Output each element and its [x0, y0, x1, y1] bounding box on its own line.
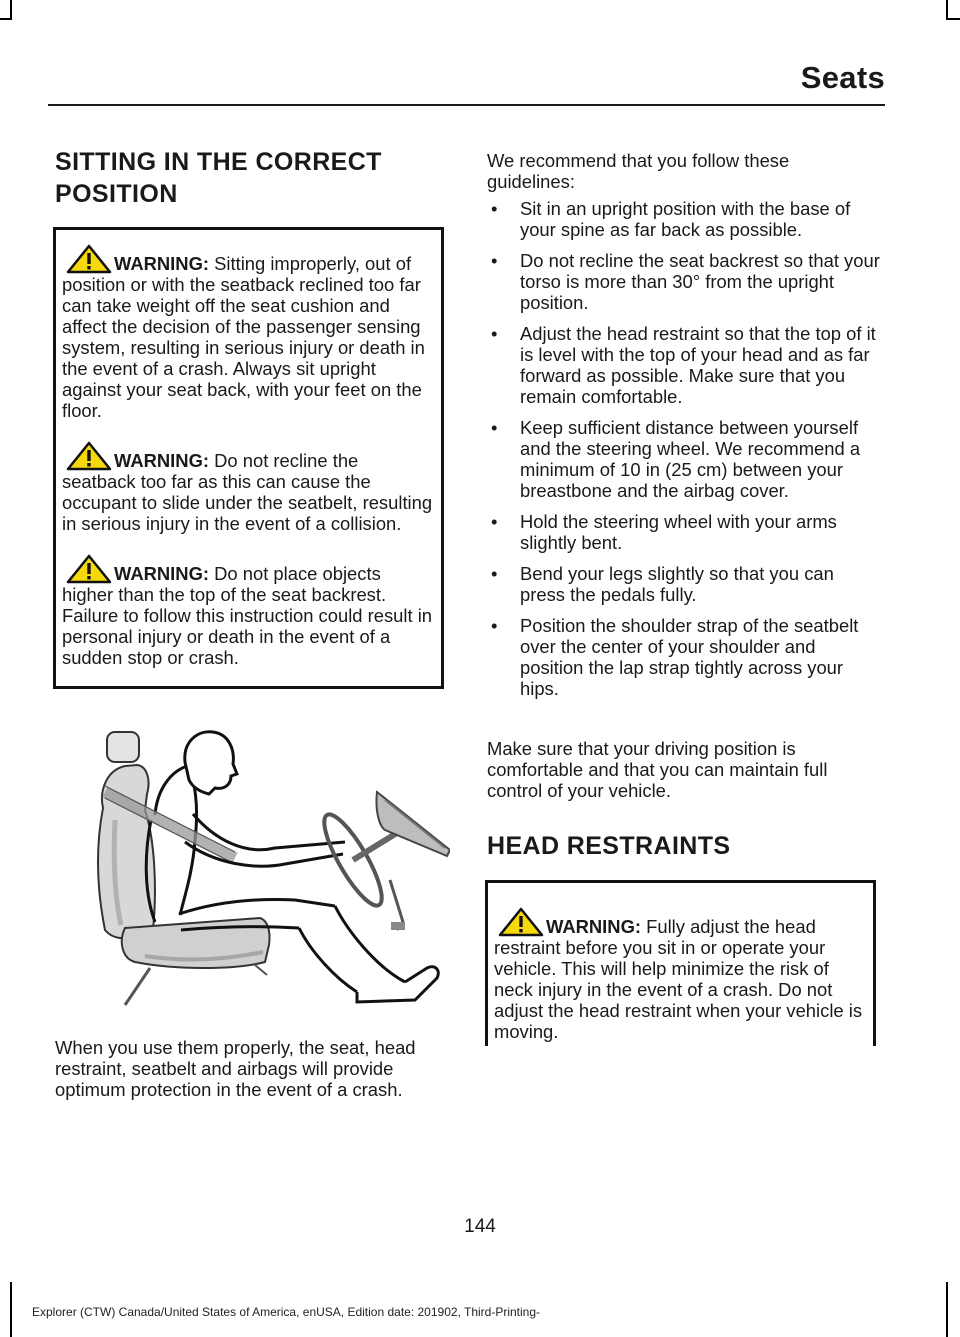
list-item	[487, 323, 882, 407]
list-item-text: Position the shoulder strap of the seatbelt over the center of your shoulder and position the lap strap tightly across your hips.	[520, 615, 859, 699]
page-number: 144	[464, 1216, 496, 1237]
list-item	[487, 563, 882, 605]
crop-mark	[946, 18, 960, 20]
crop-mark	[946, 1282, 948, 1337]
paragraph: Make sure that your driving position is comfortable and that you can maintain full control of your vehicle.	[487, 738, 828, 801]
guidelines-list	[487, 198, 882, 709]
warning-triangle-icon	[66, 244, 112, 274]
warning	[62, 441, 435, 534]
warning-triangle-icon	[66, 554, 112, 584]
list-item-text: Keep sufficient distance between yourself and the steering wheel. We recommend a minimum of 10 in (25 cm) between your breastbone and the airbag cover.	[520, 417, 861, 501]
list-item-text: Bend your legs slightly so that you can press the pedals fully.	[520, 563, 834, 605]
list-item	[487, 417, 882, 501]
bullet: •	[491, 250, 498, 271]
bullet: •	[491, 615, 498, 636]
warning-triangle-icon	[498, 907, 544, 937]
list-item-text: Adjust the head restraint so that the top of it is level with the top of your head and as far forward as possible. Make sure that you remain comfortable.	[520, 323, 876, 407]
bullet: •	[491, 198, 498, 219]
crop-mark	[10, 1282, 12, 1337]
crop-mark	[946, 0, 948, 20]
warning-box	[485, 880, 876, 1046]
warning-label: WARNING:	[114, 253, 210, 274]
section-heading: HEAD RESTRAINTS	[487, 832, 731, 860]
header-divider	[48, 104, 885, 106]
list-item-text: Do not recline the seat backrest so that your torso is more than 30° from the upright position.	[520, 250, 880, 313]
crop-mark	[0, 18, 12, 20]
list-item	[487, 250, 882, 313]
warning-text: Fully adjust the head restraint before you sit in or operate your vehicle. This will help minimize the risk of neck injury in the event of a crash. Do not adjust the head restraint when your vehicle is moving.	[494, 916, 863, 1042]
edition-info: Explorer (CTW) Canada/United States of America, enUSA, Edition date: 201902, Third-Printing-	[32, 1305, 541, 1319]
list-item-text: Hold the steering wheel with your arms slightly bent.	[520, 511, 837, 553]
page-title: Seats	[800, 60, 885, 95]
warning-box	[53, 227, 444, 689]
bullet: •	[491, 511, 498, 532]
crop-mark	[10, 0, 12, 20]
list-item	[487, 615, 882, 699]
warning-text: Do not recline the seatback too far as this can cause the occupant to slide under the seatbelt, resulting in serious injury in the event of a collision.	[62, 450, 433, 534]
warning-text: Do not place objects higher than the top of the seat backrest. Failure to follow this instruction could result in personal injury or death in the event of a sudden stop or crash.	[62, 563, 433, 668]
warning-label: WARNING:	[546, 916, 642, 937]
paragraph: When you use them properly, the seat, head restraint, seatbelt and airbags will provide optimum protection in the event of a crash.	[55, 1037, 416, 1100]
warning-label: WARNING:	[114, 563, 210, 584]
intro-text: We recommend that you follow these guidelines:	[487, 150, 790, 192]
bullet: •	[491, 563, 498, 584]
warning-triangle-icon	[66, 441, 112, 471]
warning	[62, 244, 435, 421]
list-item	[487, 511, 882, 553]
bullet: •	[491, 417, 498, 438]
list-item	[487, 198, 882, 240]
seating-position-illustration	[85, 730, 450, 1015]
warning	[62, 554, 435, 668]
bullet: •	[491, 323, 498, 344]
list-item-text: Sit in an upright position with the base of your spine as far back as possible.	[520, 198, 851, 240]
warning	[494, 907, 867, 1042]
section-heading: SITTING IN THE CORRECT POSITION	[55, 148, 382, 208]
warning-text: Sitting improperly, out of position or with the seatback reclined too far can take weight off the seat cushion and affect the decision of the passenger sensing system, resulting in serious injury or death in the event of a crash. Always sit upright against your seat back, with your feet on the floor.	[62, 253, 425, 421]
warning-label: WARNING:	[114, 450, 210, 471]
